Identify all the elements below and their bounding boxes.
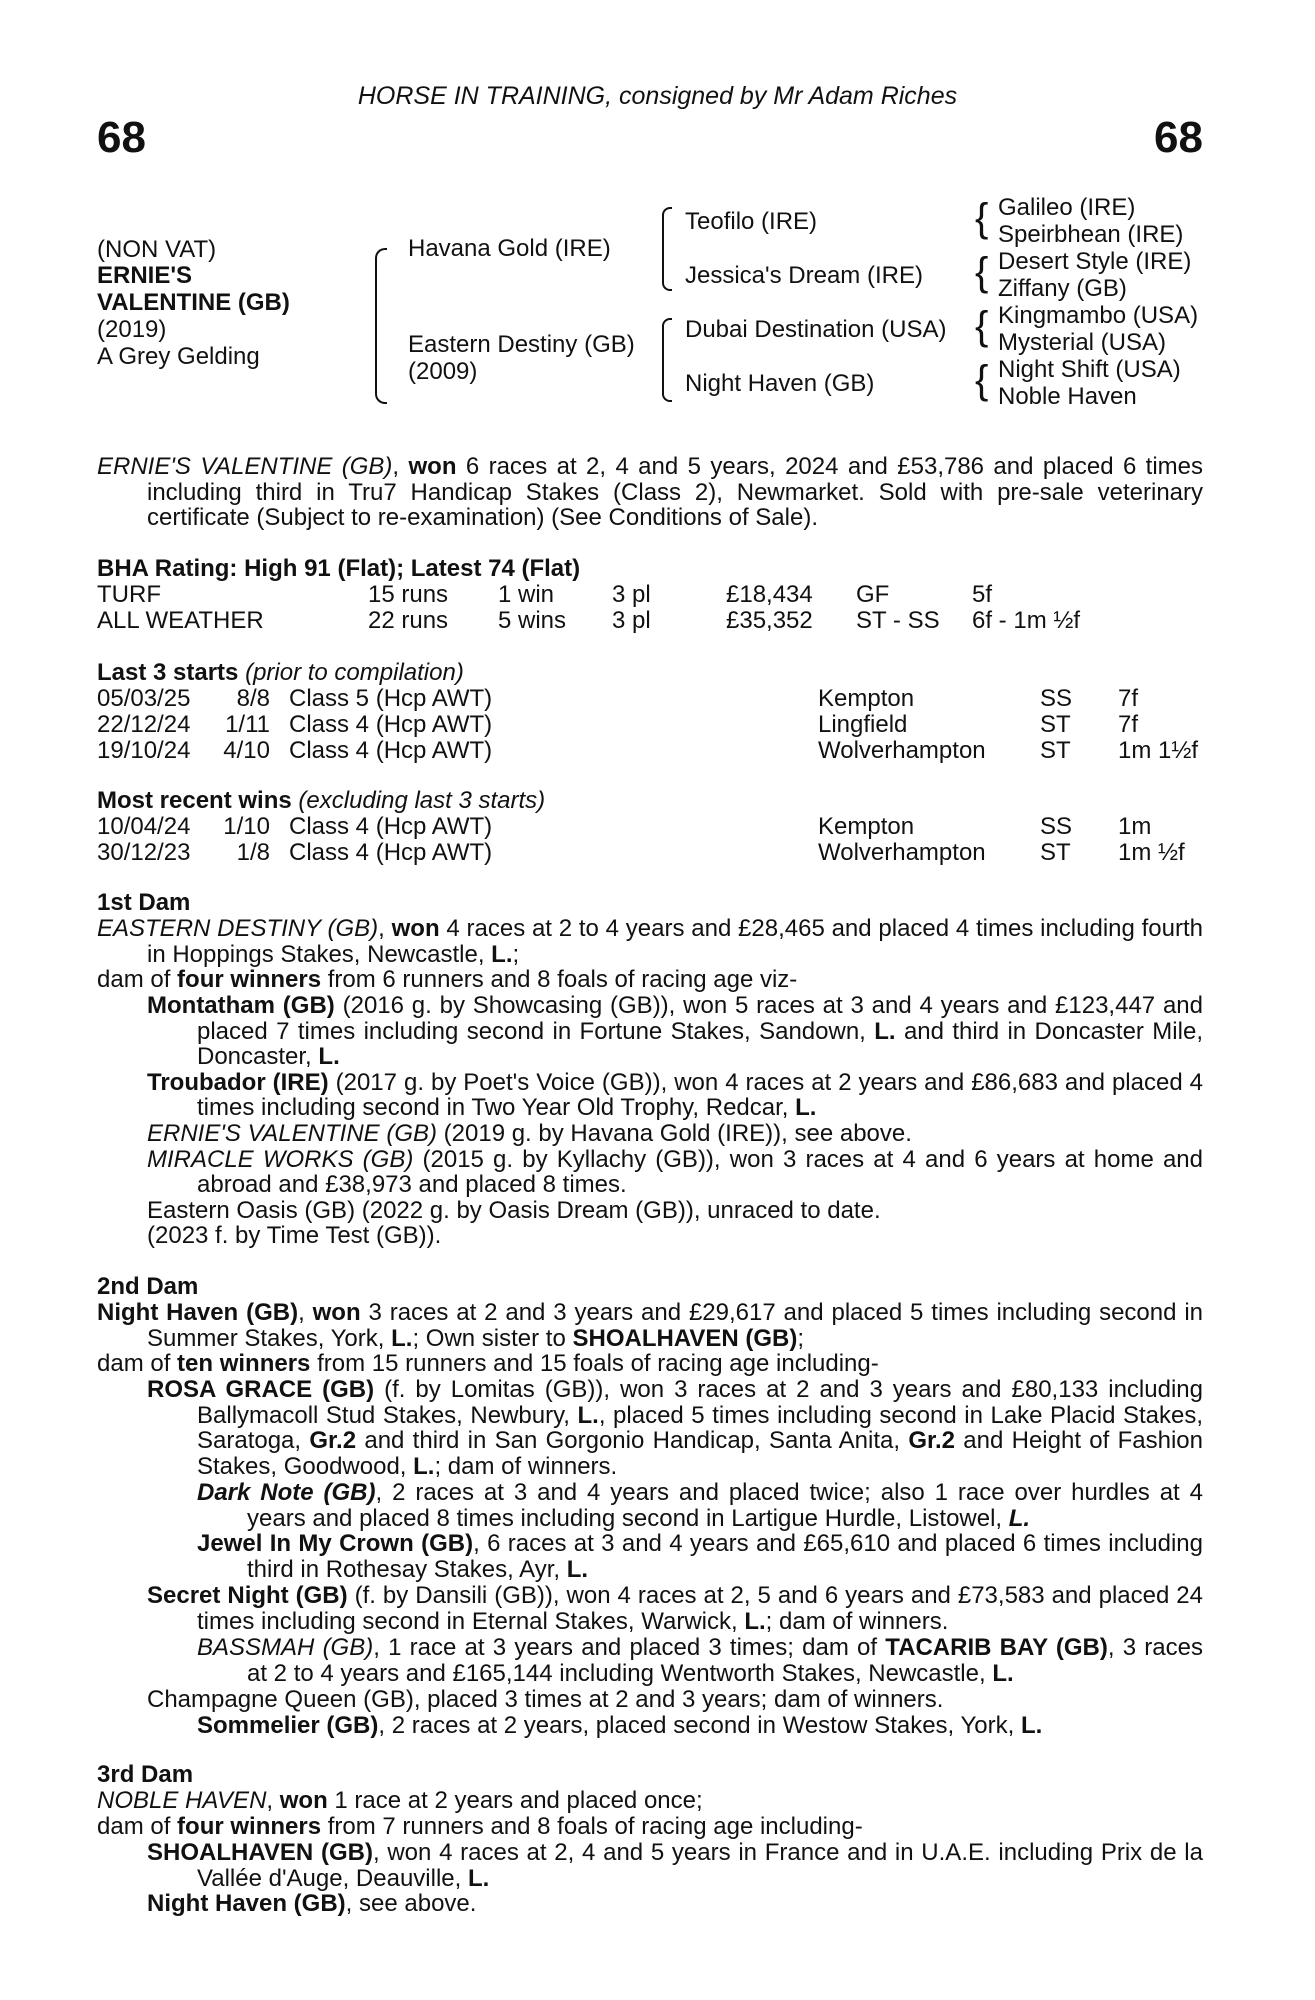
- first-dam-produce: [147, 993, 1203, 1249]
- lot-number-right: 68: [1154, 113, 1203, 162]
- produce-text: , see above.: [345, 1890, 477, 1918]
- pedigree-bracket-main: [375, 248, 387, 404]
- pedigree-brace-4: {: [975, 358, 989, 402]
- win-distance: 1m: [1118, 813, 1152, 840]
- start-going: ST: [1040, 711, 1071, 738]
- start-date: 22/12/24: [97, 711, 191, 738]
- produce-text: Eastern Oasis (GB) (2022 g. by Oasis Dream (GB)), unraced to date.: [147, 1196, 881, 1224]
- start-distance: 7f: [1118, 711, 1139, 738]
- listed-mark: L.: [744, 1607, 766, 1635]
- dam-of-winners: four winners: [177, 966, 322, 994]
- start-position: 4/10: [223, 737, 270, 764]
- start-distance: 1m 1½f: [1118, 737, 1199, 764]
- list-item: [147, 993, 1203, 1070]
- rosa-grace-produce: [197, 1480, 1203, 1582]
- great-grandparent-5: Kingmambo (USA): [998, 302, 1199, 329]
- win-position: 1/10: [223, 813, 270, 840]
- produce-text: (2019 g. by Havana Gold (IRE)), see above.: [436, 1119, 912, 1147]
- produce-text: (f. by Dansili (GB)), won 4 races at 2, 5 and 6 years and £73,583 and placed 24 times including second in Eternal Stakes, Warwick,: [197, 1582, 1204, 1635]
- rating-runs: 22 runs: [368, 607, 449, 634]
- produce-name: Montatham (GB): [147, 992, 335, 1019]
- champagne-queen-produce: [197, 1713, 1203, 1739]
- produce-name: BASSMAH (GB): [197, 1634, 374, 1661]
- vat-status: (NON VAT): [97, 236, 217, 263]
- produce-text: , 2 races at 3 and 4 years and placed twice; also 1 race over hurdles at 4 years and placed 8 times including second in Lartigue Hurdle, Listowel,: [247, 1479, 1203, 1532]
- start-distance: 7f: [1118, 685, 1139, 712]
- horse-year: (2019): [97, 316, 167, 343]
- produce-text: , placed 5 times including second in Lake Placid Stakes, Saratoga,: [197, 1401, 1203, 1455]
- listed-mark: L.: [795, 1094, 817, 1122]
- pedigree-brace-1: {: [975, 196, 989, 240]
- sire-name: Havana Gold (IRE): [408, 235, 611, 262]
- produce-name: Night Haven (GB): [147, 1890, 346, 1918]
- win-going: ST: [1040, 839, 1071, 866]
- secret-night-entry: [147, 1583, 1203, 1634]
- second-dam-name: Night Haven (GB): [97, 1299, 299, 1326]
- produce-text: (2015 g. by Kyllachy (GB)), won 3 races at 4 and 6 years at home and abroad and £38,973 and placed 8 times.: [197, 1145, 1203, 1199]
- pedigree-bracket-dam: [662, 318, 672, 402]
- produce-text: ; dam of winners.: [434, 1452, 618, 1480]
- great-grandparent-3: Desert Style (IRE): [998, 248, 1192, 275]
- list-item: [197, 1531, 1203, 1582]
- listed-mark: L.: [467, 1864, 490, 1892]
- great-grandparent-6: Mysterial (USA): [998, 329, 1167, 356]
- rating-wins: 1 win: [498, 581, 555, 608]
- rating-wins: 5 wins: [498, 607, 567, 634]
- produce-name: Dark Note (GB): [197, 1479, 376, 1506]
- start-date: 05/03/25: [97, 685, 191, 712]
- rating-placed: 3 pl: [612, 581, 651, 608]
- start-date: 19/10/24: [97, 737, 191, 764]
- dam-name: Eastern Destiny (GB): [408, 331, 635, 358]
- page-header-title: HORSE IN TRAINING, consigned by Mr Adam Riches: [357, 82, 958, 110]
- great-grandparent-4: Ziffany (GB): [998, 275, 1127, 302]
- bha-rating-title: BHA Rating: High 91 (Flat); Latest 74 (Flat): [97, 555, 581, 582]
- second-dam-text: ;: [797, 1324, 805, 1352]
- pedigree-bracket-sire: [662, 207, 672, 291]
- horse-summary: ERNIE'S VALENTINE (GB), won 6 races at 2, 4 and 5 years, 2024 and £53,786 and placed 6 times including third in Tru7 Handicap Stakes (Class 2), Newmarket. Sold with pre-sale veterinary certificate (Subject to re-examination) (See Conditions of Sale).: [97, 453, 1204, 532]
- win-position: 1/8: [236, 839, 270, 866]
- first-dam-text: 4 races at 2 to 4 years and £28,465 and placed 4 times including fourth in Hoppings Stakes, Newcastle,: [147, 915, 1204, 968]
- list-item: [197, 1713, 1203, 1739]
- win-course: Kempton: [818, 813, 915, 840]
- rating-surface: ALL WEATHER: [97, 607, 264, 634]
- produce-name: TACARIB BAY (GB): [885, 1634, 1108, 1661]
- third-dam-produce: [147, 1840, 1203, 1917]
- great-grandparent-8: Noble Haven: [998, 383, 1137, 410]
- produce-name: Troubador (IRE): [147, 1068, 329, 1096]
- summary-horse-name: ERNIE'S VALENTINE (GB): [97, 453, 393, 480]
- list-item: [197, 1480, 1203, 1531]
- recent-wins-title: Most recent wins: [97, 787, 292, 814]
- win-going: SS: [1040, 813, 1073, 840]
- dam-of-suffix: from 6 runners and 8 foals of racing age viz-: [321, 966, 798, 994]
- win-course: Wolverhampton: [818, 839, 986, 866]
- great-grandparent-2: Speirbhean (IRE): [998, 221, 1184, 248]
- secret-night-produce: [197, 1635, 1203, 1686]
- second-dam-title: 2nd Dam: [97, 1273, 199, 1300]
- dam-of-suffix: from 15 runners and 15 foals of racing age including-: [310, 1350, 879, 1378]
- win-distance: 1m ½f: [1118, 839, 1185, 866]
- rating-surface: TURF: [97, 581, 161, 608]
- last-3-title: Last 3 starts: [97, 659, 239, 686]
- listed-mark: L.: [577, 1401, 599, 1429]
- listed-mark: L.: [992, 1659, 1014, 1687]
- produce-name: Secret Night (GB): [147, 1582, 348, 1609]
- great-grandparent-1: Galileo (IRE): [998, 194, 1136, 221]
- produce-text: (2016 g. by Showcasing (GB)), won 5 races at 3 and 4 years and £123,447 and placed 7 times including second in Fortune Stakes, Sandown,: [197, 992, 1203, 1045]
- rating-prize: £35,352: [726, 607, 813, 634]
- third-dam-name: NOBLE HAVEN: [97, 1787, 267, 1814]
- produce-name: MIRACLE WORKS (GB): [147, 1145, 414, 1173]
- produce-text: , 3 races at 2 to 4 years and £165,144 including Wentworth Stakes, Newcastle,: [247, 1634, 1203, 1687]
- list-item: [147, 1121, 1203, 1147]
- horse-description: A Grey Gelding: [97, 343, 260, 370]
- group-mark: Gr.2: [309, 1427, 357, 1455]
- produce-text: (f. by Lomitas (GB)), won 3 races at 2 and 3 years and £80,133 including Ballymacoll Stud Stakes, Newbury,: [197, 1376, 1203, 1429]
- start-class: Class 5 (Hcp AWT): [289, 685, 493, 712]
- granddam-1: Jessica's Dream (IRE): [685, 262, 923, 289]
- produce-text: and third in San Gorgonio Handicap, Santa Anita,: [356, 1427, 909, 1455]
- granddam-2: Night Haven (GB): [685, 370, 875, 397]
- start-position: 1/11: [225, 711, 270, 738]
- win-date: 10/04/24: [97, 813, 191, 840]
- last-3-note: (prior to compilation): [245, 659, 464, 686]
- listed-mark: L.: [874, 1017, 896, 1045]
- listed-mark: L.: [491, 940, 513, 968]
- first-dam-name: EASTERN DESTINY (GB): [97, 915, 379, 942]
- win-date: 30/12/23: [97, 839, 191, 866]
- produce-text: (2023 f. by Time Test (GB)).: [147, 1222, 442, 1250]
- start-course: Kempton: [818, 685, 915, 712]
- horse-name-line1: ERNIE'S: [97, 262, 193, 289]
- list-item: [147, 1147, 1203, 1198]
- start-going: SS: [1040, 685, 1073, 712]
- second-dam-record: Night Haven (GB), won 3 races at 2 and 3 years and £29,617 and placed 5 times including second in Summer Stakes, York, L.; Own sister to SHOALHAVEN (GB); dam of ten winners from 15 runners and 15 foals of racing age including-: [97, 1299, 1204, 1378]
- listed-mark: L.: [391, 1324, 413, 1352]
- group-mark: Gr.2: [908, 1427, 956, 1455]
- list-item: [147, 1070, 1203, 1121]
- list-item: [147, 1840, 1203, 1891]
- summary-won: won: [408, 453, 457, 480]
- champagne-queen-entry: [147, 1687, 1203, 1713]
- produce-text: Champagne Queen (GB), placed 3 times at 2 and 3 years; dam of winners.: [147, 1686, 944, 1713]
- rating-runs: 15 runs: [368, 581, 449, 608]
- start-course: Wolverhampton: [818, 737, 986, 764]
- produce-text: , 6 races at 3 and 4 years and £65,610 and placed 6 times including third in Rothesay Stakes, Ayr,: [247, 1530, 1203, 1583]
- horse-name-line2: VALENTINE (GB): [97, 289, 290, 316]
- produce-text: , won 4 races at 2, 4 and 5 years in France and in U.A.E. including Prix de la Vallée d'Auge, Deauville,: [197, 1839, 1203, 1892]
- produce-text: and third in Doncaster Mile, Doncaster,: [197, 1017, 1203, 1071]
- recent-wins-note: (excluding last 3 starts): [298, 787, 546, 814]
- summary-text: 6 races at 2, 4 and 5 years, 2024 and £53,786 and placed 6 times including third in Tru7 Handicap Stakes (Class 2), Newmarket. Sold with pre-sale veterinary certificate (Subject to re-examination) (See Conditions of Sale).: [147, 453, 1204, 532]
- dam-of-winners: ten winners: [177, 1350, 311, 1378]
- third-dam-won: won: [279, 1787, 328, 1814]
- second-dam-text: ; Own sister to: [412, 1324, 573, 1352]
- dam-of-prefix: dam of: [97, 1350, 178, 1378]
- first-dam-record: EASTERN DESTINY (GB), won 4 races at 2 to 4 years and £28,465 and placed 4 times including fourth in Hoppings Stakes, Newcastle, L.; dam of four winners from 6 runners and 8 foals of racing age viz-: [97, 915, 1204, 994]
- last-3-title-row: [97, 660, 464, 686]
- listed-mark: L.: [1020, 1712, 1043, 1739]
- produce-text: , 1 race at 3 years and placed 3 times; dam of: [373, 1634, 886, 1661]
- listed-mark: L.: [1008, 1504, 1031, 1532]
- produce-text: (2017 g. by Poet's Voice (GB)), won 4 races at 2 years and £86,683 and placed 4 times including second in Two Year Old Trophy, Redcar,: [197, 1068, 1204, 1122]
- third-dam-title: 3rd Dam: [97, 1761, 194, 1788]
- second-dam-text: 3 races at 2 and 3 years and £29,617 and placed 5 times including second in Summer Stakes, York,: [147, 1299, 1204, 1352]
- rosa-grace-entry: [147, 1377, 1203, 1479]
- start-course: Lingfield: [818, 711, 908, 738]
- produce-text: and Height of Fashion Stakes, Goodwood,: [197, 1427, 1203, 1480]
- produce-text: ; dam of winners.: [765, 1607, 949, 1635]
- first-dam-tail: ;: [512, 940, 520, 968]
- list-item: [147, 1223, 1203, 1249]
- grandsire-1: Teofilo (IRE): [685, 208, 818, 235]
- lot-number-left: 68: [97, 113, 146, 162]
- rating-distance: 5f: [972, 581, 993, 608]
- grandsire-2: Dubai Destination (USA): [685, 316, 947, 343]
- list-item: [197, 1635, 1203, 1686]
- great-grandparent-7: Night Shift (USA): [998, 356, 1181, 383]
- list-item: [147, 1891, 1203, 1917]
- produce-name: ERNIE'S VALENTINE (GB): [147, 1119, 437, 1147]
- start-class: Class 4 (Hcp AWT): [289, 737, 493, 764]
- produce-name: Jewel In My Crown (GB): [197, 1530, 474, 1558]
- dam-year: (2009): [408, 358, 478, 385]
- second-dam-won: won: [312, 1299, 361, 1326]
- dam-of-prefix: dam of: [97, 1812, 178, 1840]
- recent-wins-title-row: [97, 788, 545, 814]
- first-dam-title: 1st Dam: [97, 889, 191, 916]
- start-position: 8/8: [236, 685, 270, 712]
- pedigree-brace-2: {: [975, 250, 989, 294]
- third-dam-text: 1 race at 2 years and placed once;: [327, 1787, 703, 1814]
- dam-of-suffix: from 7 runners and 8 foals of racing age including-: [321, 1812, 863, 1840]
- start-going: ST: [1040, 737, 1071, 764]
- produce-text: , 2 races at 2 years, placed second in Westow Stakes, York,: [378, 1712, 1021, 1739]
- sister-name: SHOALHAVEN (GB): [572, 1324, 798, 1352]
- rating-distance: 6f - 1m ½f: [972, 607, 1081, 634]
- rating-going: ST - SS: [856, 607, 940, 634]
- first-dam-won: won: [391, 915, 440, 942]
- dam-of-winners: four winners: [177, 1812, 322, 1840]
- pedigree-brace-3: {: [975, 304, 989, 348]
- rating-prize: £18,434: [726, 581, 813, 608]
- produce-name: ROSA GRACE (GB): [147, 1376, 375, 1403]
- rating-placed: 3 pl: [612, 607, 651, 634]
- start-class: Class 4 (Hcp AWT): [289, 711, 493, 738]
- list-item: [147, 1198, 1203, 1224]
- listed-mark: L.: [318, 1043, 340, 1071]
- dam-of-prefix: dam of: [97, 966, 178, 994]
- third-dam-record: NOBLE HAVEN, won 1 race at 2 years and placed once; dam of four winners from 7 runners and 8 foals of racing age including-: [97, 1787, 863, 1840]
- win-class: Class 4 (Hcp AWT): [289, 813, 493, 840]
- listed-mark: L.: [566, 1555, 589, 1583]
- produce-name: Sommelier (GB): [197, 1712, 379, 1739]
- win-class: Class 4 (Hcp AWT): [289, 839, 493, 866]
- produce-name: SHOALHAVEN (GB): [147, 1839, 373, 1866]
- listed-mark: L.: [413, 1452, 435, 1480]
- rating-going: GF: [856, 581, 890, 608]
